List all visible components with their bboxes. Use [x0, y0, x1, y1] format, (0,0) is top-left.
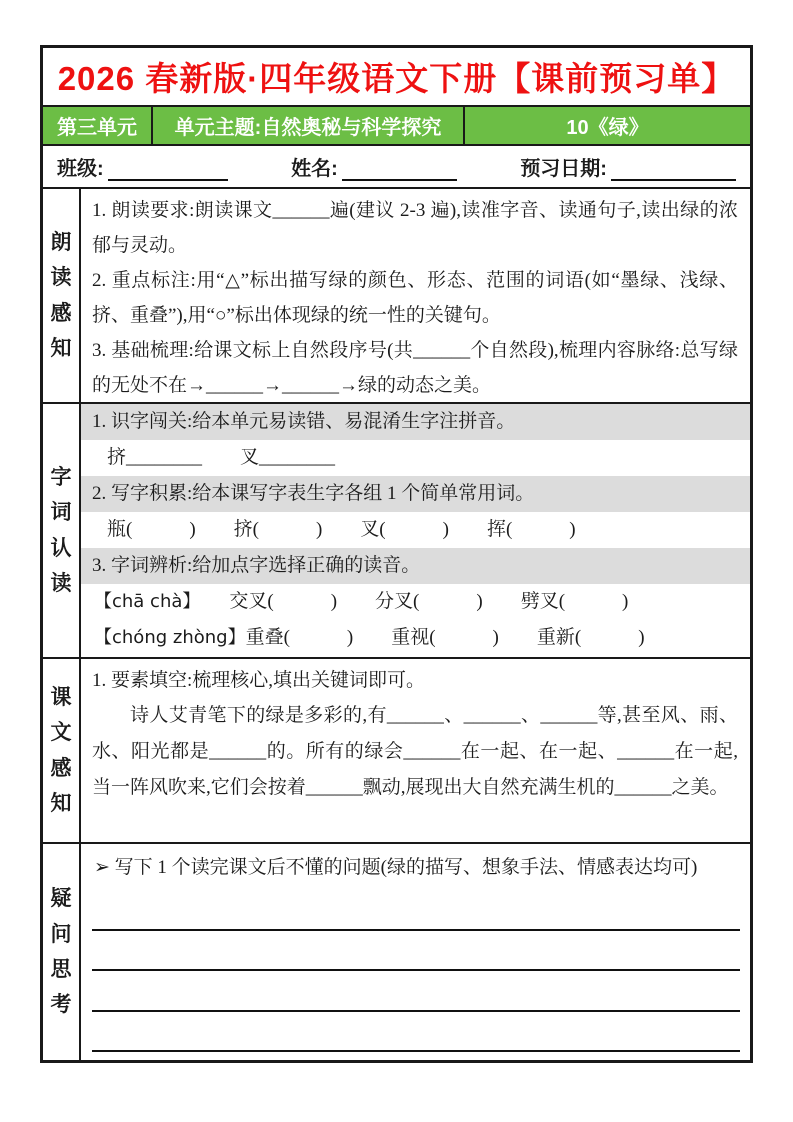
- section-questions: [43, 844, 750, 1060]
- unit-theme: 单元主题:自然奥秘与科学探究: [153, 107, 465, 144]
- class-blank-input[interactable]: [108, 159, 228, 181]
- text-item-1: 1. 要素填空:梳理核心,填出关键词即可。: [92, 670, 426, 691]
- words-compose-blanks: 瓶( ) 挤( ) 叉( ) 挥( ): [107, 519, 576, 540]
- section-label-words: 字词认读: [43, 404, 81, 657]
- section-text-content: [81, 659, 750, 842]
- class-label: 班级:: [57, 158, 104, 180]
- section-words-content: [81, 404, 750, 657]
- reading-item-3: 3. 基础梳理:给课文标上自然段序号(共______个自然段),梳理内容脉络:总写绿的无处不在→______→______→绿的动态之美。: [92, 340, 738, 396]
- worksheet: [40, 45, 753, 1063]
- words-item-1: 1. 识字闯关:给本单元易读错、易混淆生字注拼音。: [81, 404, 750, 440]
- section-label-questions: 疑问思考: [43, 844, 81, 1060]
- reading-item-1: 1. 朗读要求:朗读课文______遍(建议 2-3 遍),读准字音、读通句子,读出绿的浓郁与灵动。: [92, 200, 738, 256]
- class-field: [57, 152, 228, 181]
- name-blank-input[interactable]: [342, 159, 457, 181]
- answer-line[interactable]: [92, 971, 740, 1012]
- pinyin-bracket-cha: 【chā chà】: [94, 591, 192, 612]
- answer-line[interactable]: [92, 890, 740, 931]
- text-fill-paragraph: 诗人艾青笔下的绿是多彩的,有______、______、______等,甚至风、雨、水、阳光都是______的。所有的绿会______在一起、在一起、______在一起,当一阵风吹来,它们会按着______飘动,展现出大自然充满生机的______之美。: [92, 705, 738, 798]
- reading-item-2: 2. 重点标注:用“△”标出描写绿的颜色、形态、范围的词语(如“墨绿、浅绿、挤、重叠”),用“○”标出体现绿的统一性的关键句。: [92, 270, 738, 326]
- answer-line[interactable]: [92, 931, 740, 972]
- unit-number: 第三单元: [43, 107, 153, 144]
- words-pinyin-blanks: 挤________ 叉________: [107, 447, 336, 468]
- section-reading-perception: [43, 189, 750, 404]
- answer-lines: [92, 890, 740, 1052]
- name-field: [291, 152, 457, 181]
- section-questions-content: [81, 844, 750, 1060]
- question-prompt: ➢ 写下 1 个读完课文后不懂的问题(绿的描写、想象手法、情感表达均可): [94, 857, 698, 878]
- page-title: 2026 春新版·四年级语文下册【课前预习单】: [43, 48, 750, 107]
- student-info-row: [43, 146, 750, 189]
- section-label-text: 课文感知: [43, 659, 81, 842]
- pinyin-bracket-chong: 【chóng zhòng】: [94, 627, 246, 648]
- date-field: [520, 152, 736, 181]
- unit-bar: [43, 107, 750, 146]
- section-text-perception: [43, 659, 750, 844]
- name-label: 姓名:: [291, 158, 338, 180]
- lesson-title: 10《绿》: [566, 117, 649, 139]
- section-reading-content: [81, 189, 750, 402]
- words-item-2: 2. 写字积累:给本课写字表生字各组 1 个简单常用词。: [81, 476, 750, 512]
- answer-line[interactable]: [92, 1012, 740, 1053]
- date-blank-input[interactable]: [611, 159, 736, 181]
- section-label-reading: 朗读感知: [43, 189, 81, 402]
- date-label: 预习日期:: [520, 158, 607, 180]
- words-choice-row-cha: 【chā chà】 交叉( ) 分叉( ) 劈叉( ): [94, 591, 629, 612]
- words-choice-row-chong: 【chóng zhòng】重叠( ) 重视( ) 重新( ): [94, 627, 645, 648]
- words-item-3: 3. 字词辨析:给加点字选择正确的读音。: [81, 548, 750, 584]
- section-words-reading: [43, 404, 750, 659]
